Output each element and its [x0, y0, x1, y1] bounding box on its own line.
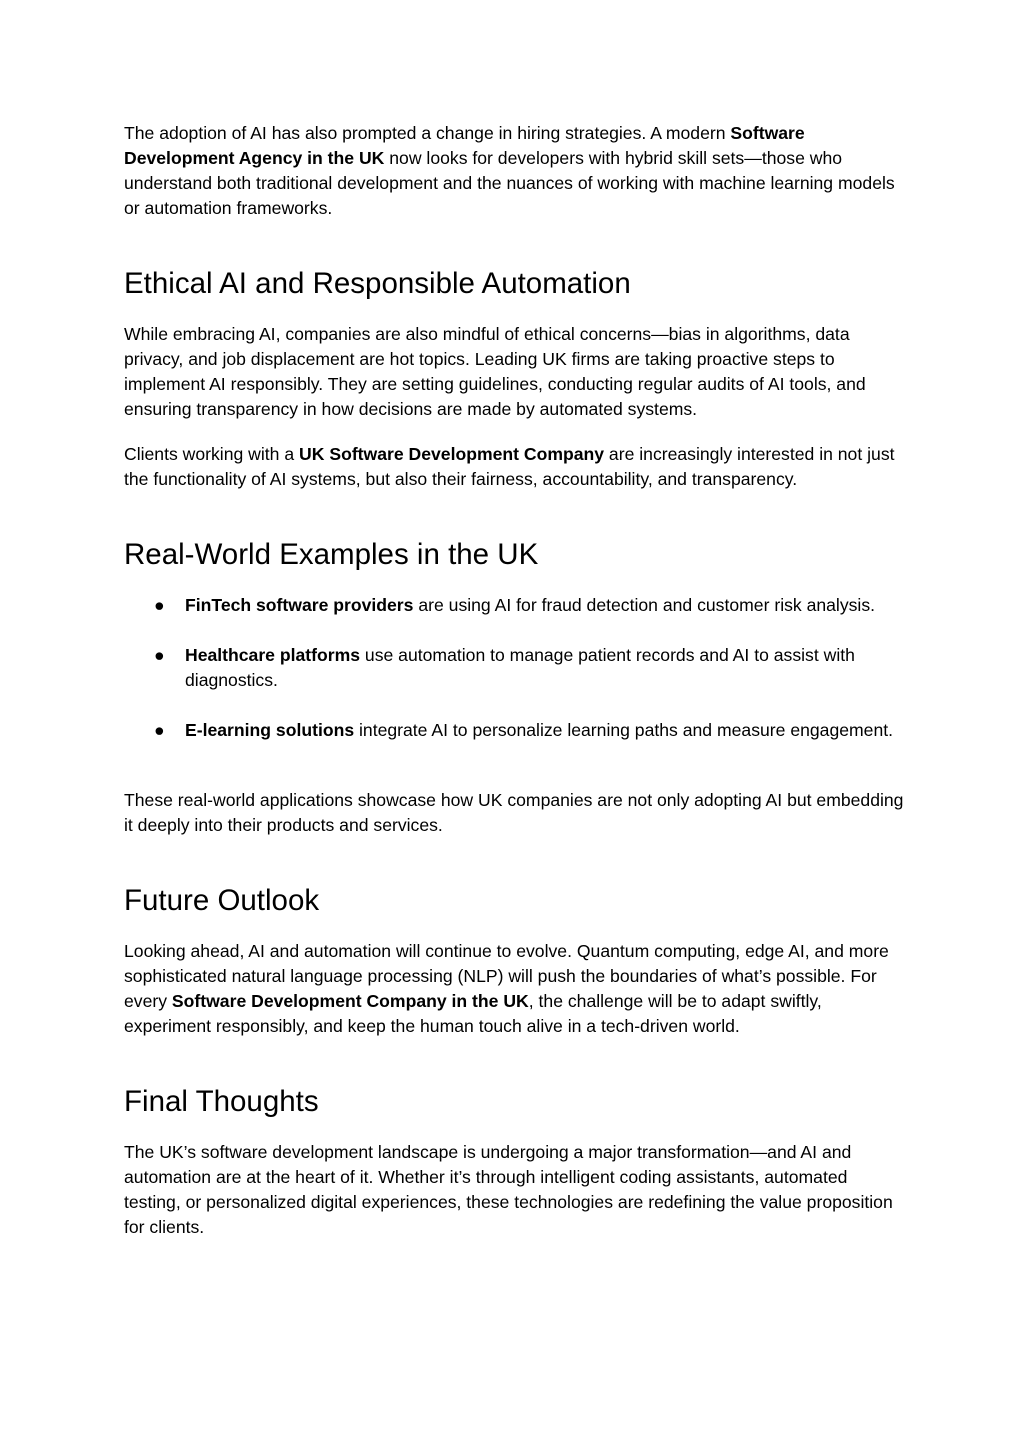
text-run: Looking ahead, AI and automation will continue to evolve. Quantum computing, edge AI, and more sophisticated natural language processing (NLP) will push the boundaries of what’s possible. For every — [124, 941, 889, 1011]
ethical-paragraph-2 — [124, 442, 904, 492]
bold-term: Software Development Agency in the UK — [124, 123, 805, 168]
section-heading-final: Final Thoughts — [124, 1085, 319, 1118]
section-heading-future: Future Outlook — [124, 884, 320, 917]
bullet-icon: ● — [154, 595, 165, 615]
examples-list — [124, 593, 904, 743]
final-paragraph: The UK’s software development landscape is undergoing a major transformation—and AI and automation are at the heart of it. Whether it’s through intelligent coding assistants, automated testing, or personalized digital experiences, these technologies are redefining the value proposition for clients. — [124, 1142, 893, 1237]
bold-term: Software Development Company in the UK — [171, 991, 529, 1011]
future-paragraph — [124, 939, 904, 1039]
text-run: now looks for developers with hybrid skill sets—those who understand both traditional development and the nuances of working with machine learning models or automation frameworks. — [124, 148, 895, 218]
text-run: The adoption of AI has also prompted a change in hiring strategies. A modern — [124, 123, 731, 143]
list-item — [124, 593, 904, 618]
bold-term: Healthcare platforms — [185, 645, 361, 665]
intro-paragraph — [124, 121, 904, 221]
bold-term: E-learning solutions — [185, 720, 355, 740]
list-item — [124, 643, 904, 693]
bold-term: UK Software Development Company — [299, 444, 605, 464]
text-run: integrate AI to personalize learning paths and measure engagement. — [354, 720, 894, 740]
section-heading-examples: Real-World Examples in the UK — [124, 538, 539, 571]
text-run: , the challenge will be to adapt swiftly, experiment responsibly, and keep the human touch alive in a tech-driven world. — [124, 991, 822, 1036]
bullet-icon: ● — [154, 720, 165, 740]
text-run: use automation to manage patient records and AI to assist with diagnostics. — [185, 645, 855, 690]
section-heading-ethical: Ethical AI and Responsible Automation — [124, 267, 631, 300]
ethical-paragraph-1: While embracing AI, companies are also mindful of ethical concerns—bias in algorithms, data privacy, and job displacement are hot topics. Leading UK firms are taking proactive steps to implement AI responsibly. They are setting guidelines, conducting regular audits of AI tools, and ensuring transparency in how decisions are made by automated systems. — [124, 324, 866, 419]
bold-term: FinTech software providers — [185, 595, 414, 615]
list-item — [124, 718, 904, 743]
text-run: are increasingly interested in not just the functionality of AI systems, but also their fairness, accountability, and transparency. — [124, 444, 895, 489]
document-page — [124, 121, 904, 1240]
text-run: Clients working with a — [124, 444, 300, 464]
text-run: are using AI for fraud detection and customer risk analysis. — [413, 595, 876, 615]
examples-paragraph: These real-world applications showcase how UK companies are not only adopting AI but embedding it deeply into their products and services. — [124, 790, 904, 835]
bullet-icon: ● — [154, 645, 165, 665]
